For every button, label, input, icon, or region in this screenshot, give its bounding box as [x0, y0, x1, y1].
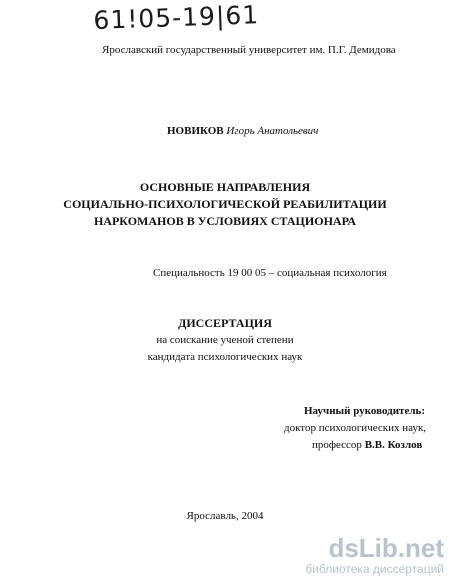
dslib-watermark-link[interactable] [305, 534, 444, 576]
watermark-tagline: библиотека диссертаций [305, 562, 444, 576]
title-line-2: СОЦИАЛЬНО-ПСИХОЛОГИЧЕСКОЙ РЕАБИЛИТАЦИИ [63, 197, 387, 211]
supervisor-heading: Научный руководитель: [304, 405, 425, 417]
watermark-logo: dsLib.net [328, 533, 444, 563]
title-line-3: НАРКОМАНОВ В УСЛОВИЯХ СТАЦИОНАРА [93, 214, 357, 228]
supervisor-degree: доктор психологических наук, [284, 422, 427, 434]
degree-line-2: кандидата психологических наук [147, 351, 303, 363]
author-surname: НОВИКОВ [167, 125, 224, 137]
title-line-1: ОСНОВНЫЕ НАПРАВЛЕНИЯ [139, 180, 311, 194]
supervisor-title: профессор [312, 439, 362, 451]
specialty-line: Специальность 19 00 05 – социальная психология [153, 267, 387, 279]
supervisor-name: В.В. Козлов [364, 439, 423, 451]
handwritten-catalog-number: 61!05-19|61 [93, 0, 260, 35]
supervisor-title-name [312, 439, 422, 451]
author-given-names: Игорь Анатольевич [226, 125, 319, 137]
degree-line-1: на соискание ученой степени [156, 334, 294, 346]
dissertation-label: ДИССЕРТАЦИЯ [178, 316, 272, 330]
university-name: Ярославский государственный университет им. П.Г. Демидова [102, 44, 396, 56]
author-name [167, 125, 318, 137]
city-year: Ярославль, 2004 [186, 510, 264, 522]
